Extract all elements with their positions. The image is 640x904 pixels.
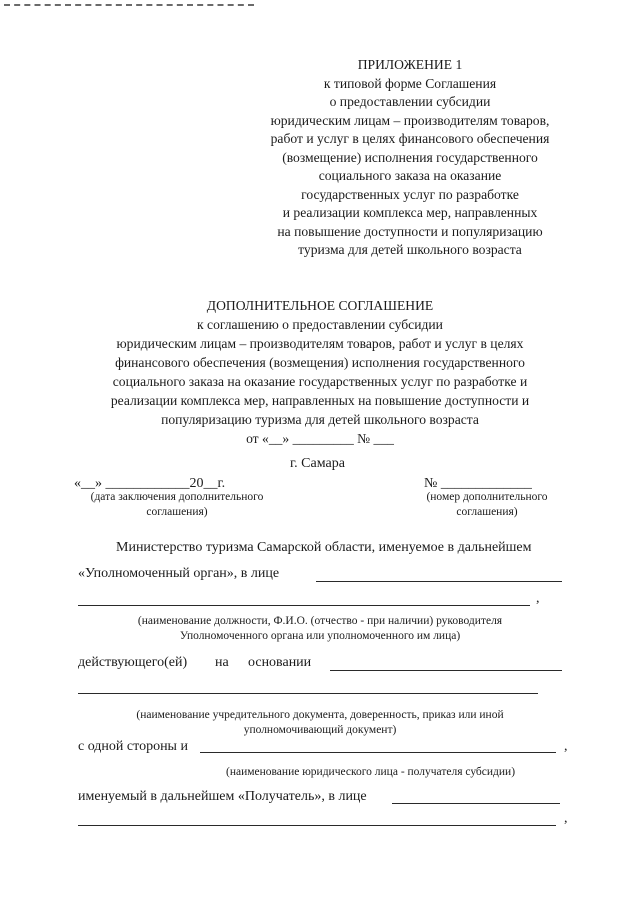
recipient-name-input-line[interactable] xyxy=(200,752,556,753)
recipient-caption: (наименование юридического лица - получателя субсидии) xyxy=(226,766,516,778)
basis-continuation-line[interactable] xyxy=(78,693,538,694)
authorized-body-label: «Уполномоченный орган», в лице xyxy=(78,566,280,581)
date-field: «__» ____________20__г. xyxy=(74,476,226,491)
annex-title: ПРИЛОЖЕНИЕ 1 xyxy=(357,57,463,72)
acting-basis: основании xyxy=(248,655,312,670)
agreement-heading: ДОПОЛНИТЕЛЬНОЕ СОГЛАШЕНИЕ xyxy=(206,298,434,313)
annex-line: (возмещение) исполнения государственного xyxy=(282,149,538,165)
annex-line: работ и услуг в целях финансового обеспечения xyxy=(270,131,550,146)
body-paragraph-1: Министерство туризма Самарской области, именуемое в дальнейшем xyxy=(116,540,532,555)
annex-line: юридическим лицам – производителям товаров, xyxy=(270,112,550,128)
city-name: г. Самара xyxy=(290,456,345,471)
annex-line: к типовой форме Соглашения xyxy=(323,75,497,91)
recipient-representative-label: именуемый в дальнейшем «Получатель», в лице xyxy=(78,789,367,804)
title-line: популяризацию туризма для детей школьного возраста xyxy=(161,412,479,427)
annex-line: на повышение доступности и популяризацию xyxy=(277,223,543,239)
representative-input-line[interactable] xyxy=(316,581,562,582)
acting-on: на xyxy=(215,655,229,670)
representative-caption: (наименование должности, Ф.И.О. (отчество - при наличии) руководителя Уполномоченного органа или уполномоченного им лица) xyxy=(137,615,503,642)
title-line: социального заказа на оказание государственных услуг по разработке и xyxy=(112,374,528,389)
comma: , xyxy=(564,811,568,826)
recipient-representative-input-line[interactable] xyxy=(392,803,560,804)
other-party-label: с одной стороны и xyxy=(78,739,188,754)
recipient-representative-continuation-line[interactable] xyxy=(78,825,556,826)
top-dashed-border xyxy=(4,4,254,6)
representative-continuation-line[interactable] xyxy=(78,605,530,606)
comma: , xyxy=(564,739,568,754)
comma: , xyxy=(536,591,540,606)
annex-header xyxy=(240,56,580,260)
acting-label: действующего(ей) xyxy=(78,655,188,670)
annex-line: социального заказа на оказание xyxy=(318,168,502,183)
date-caption: (дата заключения дополнительного соглашения) xyxy=(90,491,264,518)
annex-line: туризма для детей школьного возраста xyxy=(298,242,522,257)
annex-line: государственных услуг по разработке xyxy=(301,186,519,202)
basis-input-line[interactable] xyxy=(330,670,562,671)
agreement-title xyxy=(60,296,580,448)
title-line: финансового обеспечения (возмещения) исполнения государственного xyxy=(115,355,525,370)
title-date-number: от «__» _________ № ___ xyxy=(246,431,394,446)
title-line: юридическим лицам – производителям товаров, работ и услуг в целях xyxy=(116,336,524,351)
basis-caption: (наименование учредительного документа, доверенность, приказ или иной уполномочивающий документ) xyxy=(136,709,504,736)
number-field: № _____________ xyxy=(424,476,532,491)
annex-line: и реализации комплекса мер, направленных xyxy=(282,205,538,220)
title-line: к соглашению о предоставлении субсидии xyxy=(197,317,443,332)
title-line: реализации комплекса мер, направленных на повышение доступности и xyxy=(110,393,530,408)
annex-line: о предоставлении субсидии xyxy=(329,94,491,109)
number-caption: (номер дополнительного соглашения) xyxy=(426,491,548,518)
